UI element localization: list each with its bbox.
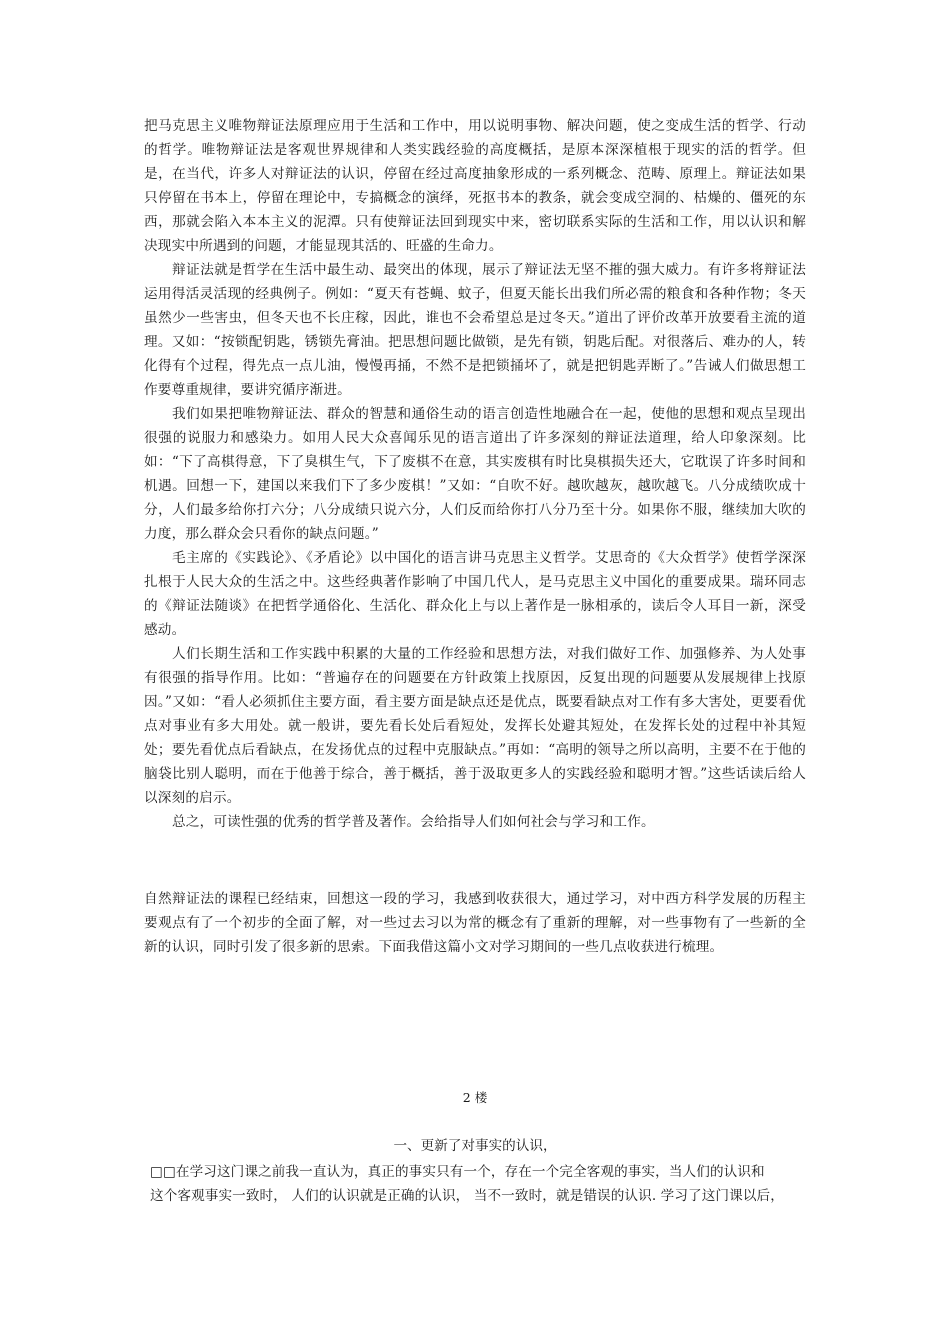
paragraph-4: 毛主席的《实践论》、《矛盾论》以中国化的语言讲马克思主义哲学。艾思奇的《大众哲学》使哲学深深扎根于人民大众的生活之中。这些经典著作影响了中国几代人，是马克思主义中国化的重要成果。瑞环同志的《辩证法随谈》在把哲学通俗化、生活化、群众化上与以上著作是一脉相承的，读后令人耳目一新，深受感动。 <box>144 550 806 638</box>
section-heading: 一、更新了对事实的认识， <box>393 1138 557 1154</box>
closing-line-1: □□在学习这门课之前我一直认为，真正的事实只有一个，存在一个完全客观的事实，当人们的认识和 <box>150 1164 765 1180</box>
paragraph-1: 把马克思主义唯物辩证法原理应用于生活和工作中，用以说明事物、解决问题，使之变成生活的哲学、行动的哲学。唯物辩证法是客观世界规律和人类实践经验的高度概括，是原本深深植根于现实的活的哲学。但是，在当代，许多人对辩证法的认识，停留在经过高度抽象形成的一系列概念、范畴、原理上。辩证法如果只停留在书本上，停留在理论中，专搞概念的演绎，死抠书本的教条，就会变成空洞的、枯燥的、僵死的东西，那就会陷入本本主义的泥潭。只有使辩证法回到现实中来，密切联系实际的生活和工作，用以认识和解决现实中所遇到的问题，才能显现其活的、旺盛的生命力。 <box>144 118 806 254</box>
reflection-paragraph: 自然辩证法的课程已经结束，回想这一段的学习，我感到收获很大，通过学习，对中西方科学发展的历程主要观点有了一个初步的全面了解，对一些过去习以为常的概念有了重新的理解，对一些事物有了一些新的全新的认识，同时引发了很多新的思索。下面我借这篇小文对学习期间的一些几点收获进行梳理。 <box>144 891 806 955</box>
floor-label: 2 楼 <box>462 1090 488 1105</box>
paragraph-3: 我们如果把唯物辩证法、群众的智慧和通俗生动的语言创造性地融合在一起，使他的思想和观点呈现出很强的说服力和感染力。如用人民大众喜闻乐见的语言道出了许多深刻的辩证法道理，给人印象深刻。比如：“下了高棋得意，下了臭棋生气，下了废棋不在意，其实废棋有时比臭棋损失还大，它耽误了许多时间和机遇。回想一下，建国以来我们下了多少废棋！”又如：“自吹不好。越吹越灰，越吹越飞。八分成绩吹成十分，人们最多给你打六分；八分成绩只说六分，人们反而给你打八分乃至十分。如果你不服，继续加大吹的力度，那么群众会只看你的缺点问题。” <box>144 406 806 542</box>
paragraph-6: 总之，可读性强的优秀的哲学普及著作。会给指导人们如何社会与学习和工作。 <box>172 814 655 830</box>
paragraph-5: 人们长期生活和工作实践中积累的大量的工作经验和思想方法，对我们做好工作、加强修养、为人处事有很强的指导作用。比如：“普遍存在的问题要在方针政策上找原因，反复出现的问题要从发展规律上找原因。”又如：“看人必须抓住主要方面，看主要方面是缺点还是优点，既要看缺点对工作有多大害处，更要看优点对事业有多大用处。就一般讲，要先看长处后看短处，发挥长处避其短处，在发挥长处的过程中补其短处；要先看优点后看缺点，在发扬优点的过程中克服缺点。”再如：“高明的领导之所以高明，主要不在于他的脑袋比别人聪明，而在于他善于综合，善于概括，善于汲取更多人的实践经验和聪明才智。”这些话读后给人以深刻的启示。 <box>144 646 806 806</box>
paragraph-2: 辩证法就是哲学在生活中最生动、最突出的体现，展示了辩证法无坚不摧的强大威力。有许多将辩证法运用得活灵活现的经典例子。例如：“夏天有苍蝇、蚊子，但夏天能长出我们所必需的粮食和各种作物；冬天虽然少一些害虫，但冬天也不长庄稼，因此，谁也不会希望总是过冬天。”道出了评价改革开放要看主流的道理。又如：“按锁配钥匙，锈锁先膏油。把思想问题比做锁，是先有锁，钥匙后配。对很落后、难办的人，转化得有个过程，得先点一点儿油，慢慢再捅，不然不是把锁捅坏了，就是把钥匙弄断了。”告诫人们做思想工作要尊重规律，要讲究循序渐进。 <box>144 262 806 398</box>
closing-text <box>150 1160 800 1208</box>
article-body <box>144 114 806 834</box>
reflection-body <box>144 887 806 959</box>
closing-line-2: 这个客观事实一致时， 人们的认识就是正确的认识， 当不一致时，就是错误的认识. 学习了这门课以后， <box>150 1188 784 1204</box>
